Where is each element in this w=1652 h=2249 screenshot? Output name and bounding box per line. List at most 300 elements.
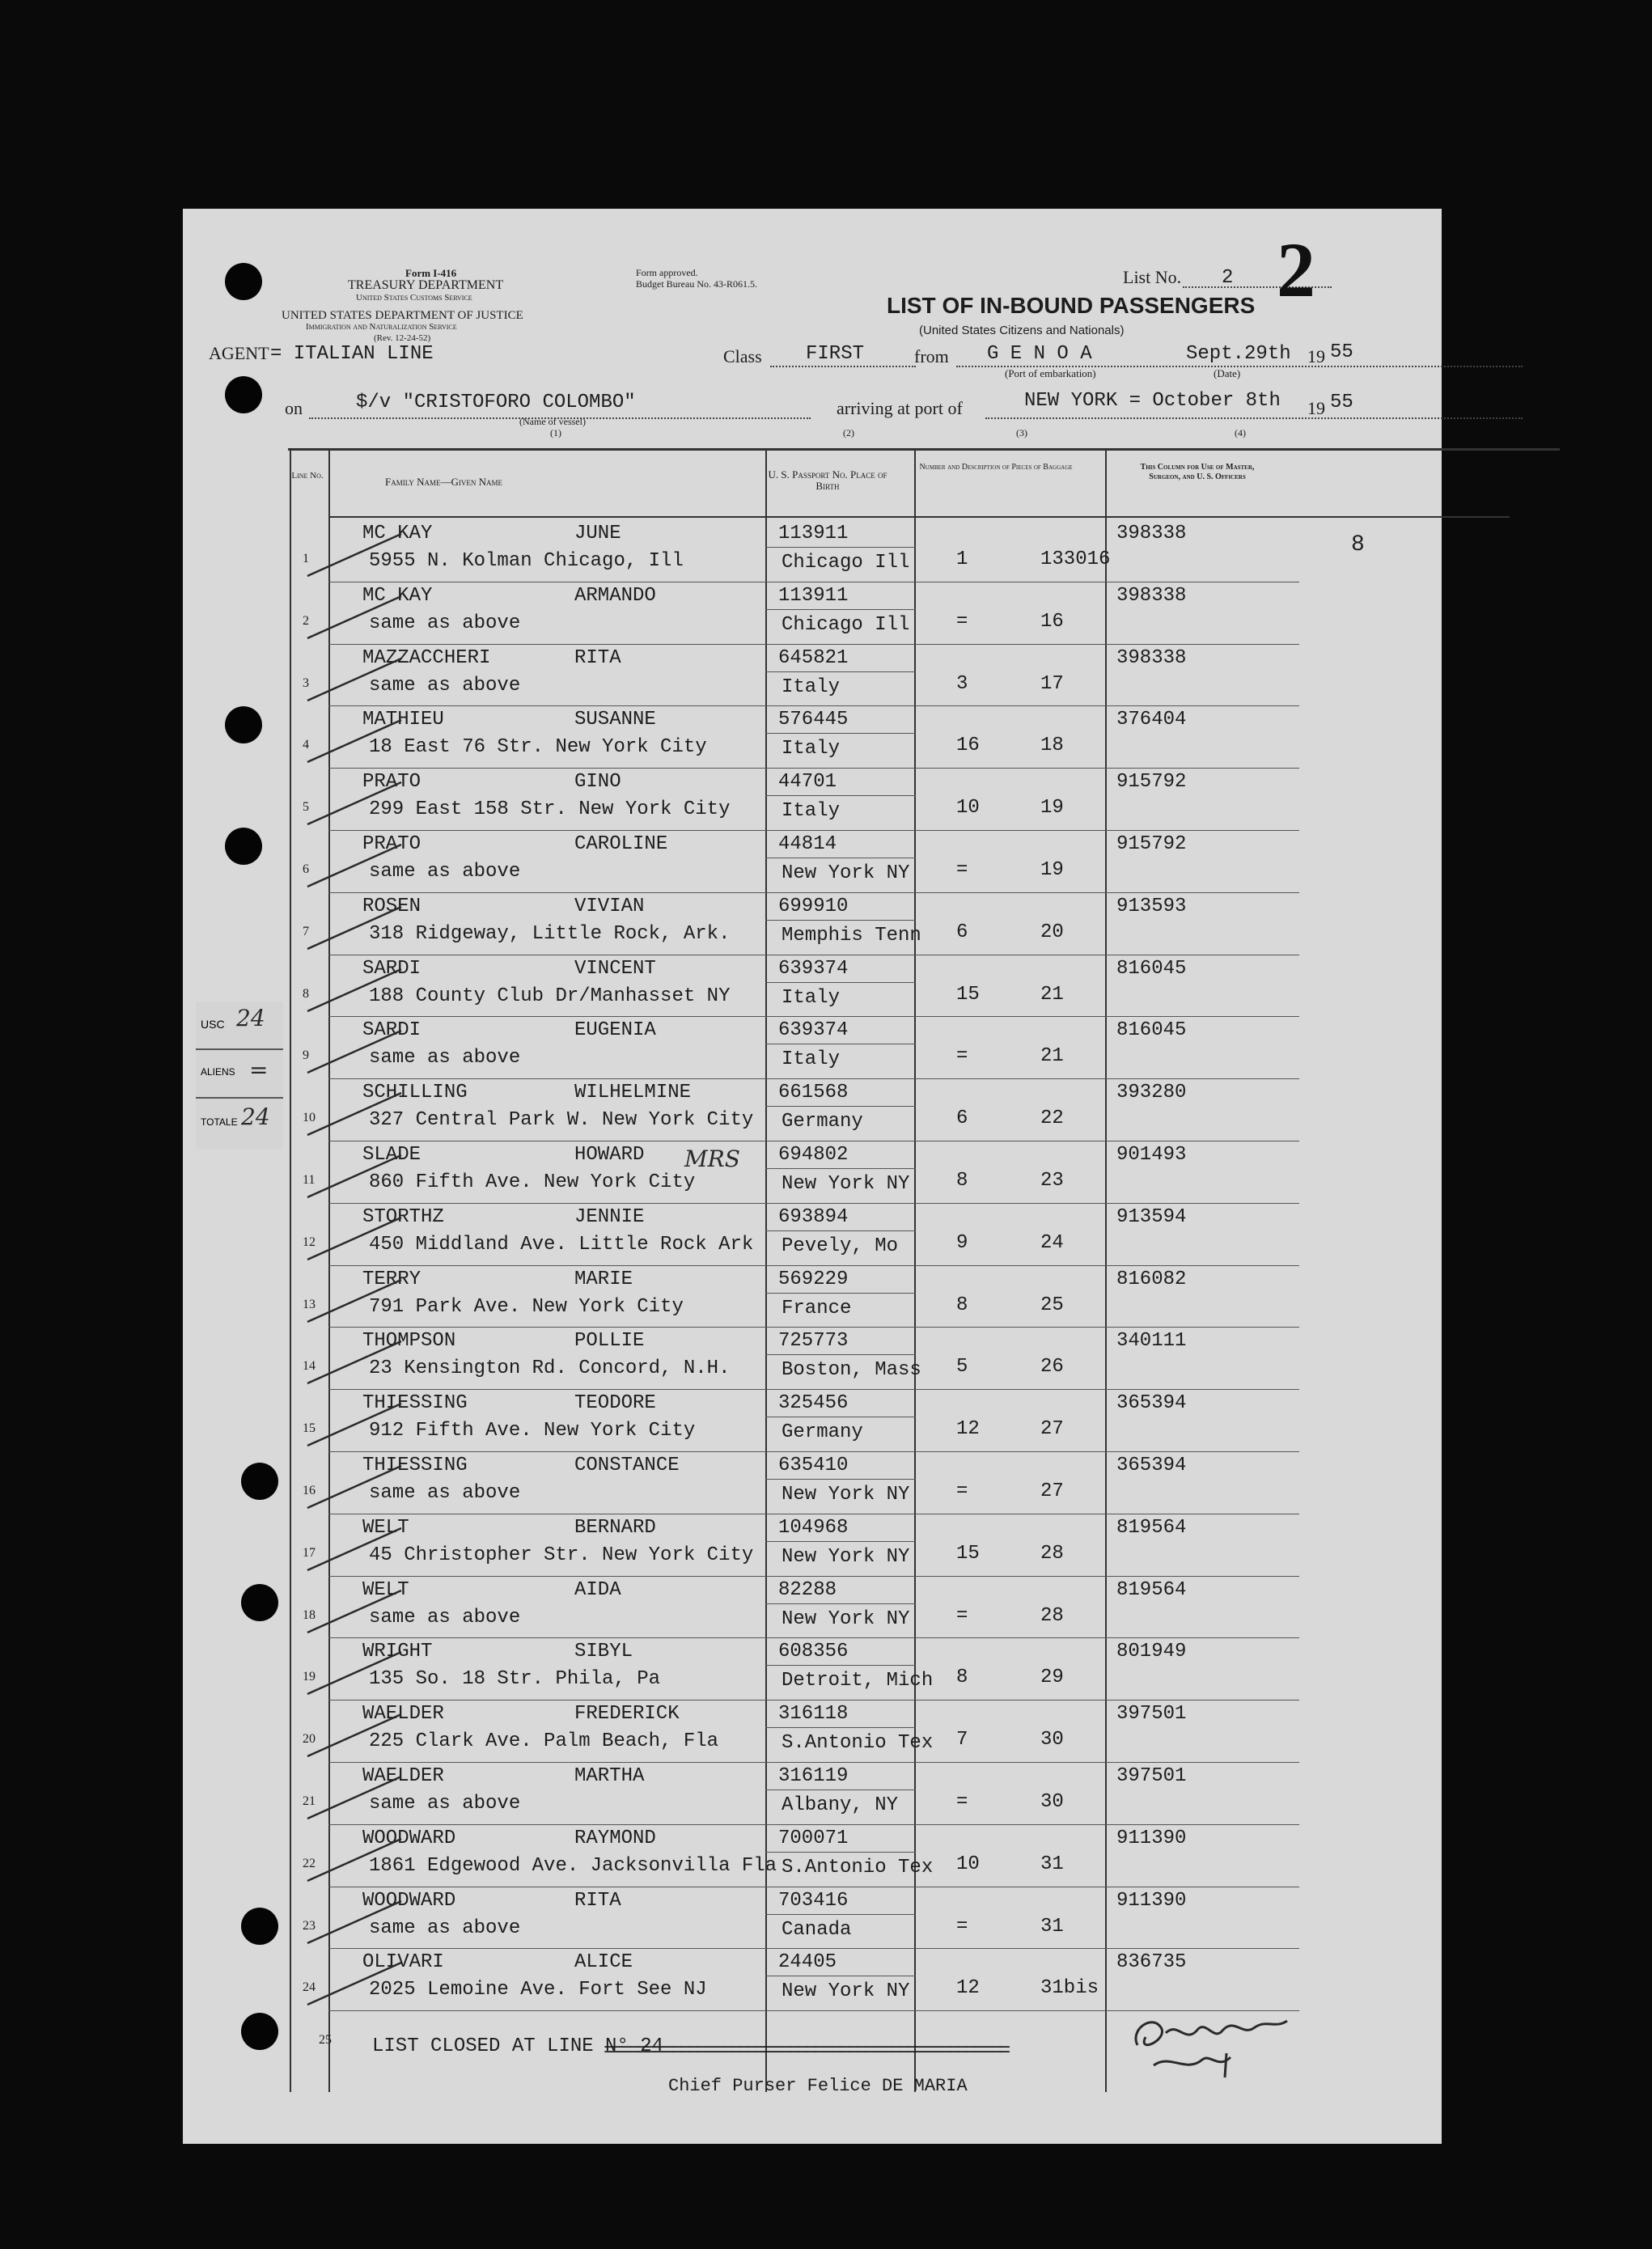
check-mark (304, 1587, 417, 1636)
family-name: THOMPSON (362, 1330, 456, 1353)
passport-number: 316118 (778, 1703, 849, 1726)
officer-number: 365394 (1116, 1392, 1187, 1415)
given-name: JENNIE (574, 1205, 645, 1228)
address: 912 Fifth Ave. New York City (369, 1420, 696, 1442)
place-of-birth: Albany, NY (782, 1794, 899, 1816)
usc-value: 24 (236, 1005, 265, 1031)
check-mark (304, 1773, 417, 1822)
vessel-name: $/v "CRISTOFORO COLOMBO" (356, 392, 636, 413)
date-caption: (Date) (1214, 367, 1241, 379)
check-mark (304, 531, 417, 579)
given-name: RITA (574, 646, 621, 669)
agent-value: = ITALIAN LINE (270, 343, 434, 365)
customs-service: United States Customs Service (356, 293, 472, 303)
row-divider (328, 1389, 1299, 1390)
row-divider (328, 1451, 1299, 1452)
punch-hole (225, 263, 262, 300)
check-mark (304, 1649, 417, 1697)
col-num-2: (2) (843, 427, 854, 438)
form-number: Form I-416 (405, 267, 457, 279)
manifest-sheet: Form I-416 TREASURY DEPARTMENT United States Customs Service UNITED STATES DEPARTMENT OF JUSTICE Immigration and Naturalization Service (Rev. 12-24-52) Form approved. Budget Bureau No. 43-R061.5. List No. 2 2 LIST OF IN-BOUND PASSENGERS (United States Citizens and Nationals) AGENT = ITALIAN LINE Class FIRST from G E N O A Sept.29th 19 55 (Port of embarkation) (Date) on $/v "CRISTOFORO COLOMBO" (Name of vessel) (1) arriving at port of NEW YORK = October 8th 19 55 (2) (3) (4) Line No. Family Name—Given Name U. S. Passport No. Place of Birth Number and Description of Pieces of Baggage This Column for Use of Master, Surgeon, and U. S. Officers 8 1 MC KAY JUNE 5955 N. Kolman Chicago, Ill 113911 Chicago Ill 1 133016 398338 2 MC KAY ARMANDO same as above 113911 Chicago Ill = 16 398338 3 MAZZACCHERI RITA same as above 645821 Italy 3 17 398338 4 MATHIEU SUSANNE 18 East 76 Str. New York City 576445 Italy 16 18 376404 5 PRATO GINO 299 East 158 Str. New York City 44701 Italy 10 19 915792 6 PRATO CAROLINE same as above 44814 New York NY = 19 915792 7 ROSEN VIVIAN 318 Ridgeway, Little Rock, Ark. 699910 Memphis Tenn 6 20 913593 8 SARDI VINCENT 188 County Club Dr/Manhasset NY 639374 Italy 15 21 816045 9 SARDI EUGENIA same as above 639374 Italy = 21 816045 10 SCHILLING WILHELMINE 327 Central Park W. New York City 661568 Germany 6 22 393280 11 SLADE HOWARD 860 Fifth Ave. New York City 694802 New York NY 8 23 901493 12 STORTHZ JENNIE 450 Middland Ave. Little Rock Ark 693894 Pevely, Mo 9 24 913594 13 TERRY MARIE 791 Park Ave. New York City 569229 France 8 25 816082 14 THOMPSON POLLIE 23 Kensington Rd. Concord, N.H. 725773 Boston, Mass 5 26 340111 15 THIESSING TEODORE 912 Fifth Ave. New York City 325456 Germany 12 27 365394 16 THIESSING CONSTANCE same as above 635410 New York NY = 27 365394 17 WELT BERNARD 45 Christopher Str. New York City 104968 New York NY 15 28 819564 18 WELT AIDA same as above 82288 New York NY = 28 819564 19 WRIGHT SIBYL 135 So. 18 Str. Phila, Pa 608356 Detroit, Mich 8 29 801949 20 WAELDER FREDERICK 225 Clark Ave. Palm Beach, Fla 316118 S.Antonio Tex 7 30 397501 21 WAELDER MARTHA same as above 316119 Albany, NY = 30 397501 22 WOODWARD RAYMOND 1861 Edgewood Ave. Jacksonvilla Fla 700071 S.Antonio Tex 10 31 911390 23 WOODWARD RITA same as above 703416 Canada = 31 911390 24 OLIVARI ALICE 2025 Lemoine Ave. Fort See NJ 24405 New York NY 12 31bis 836735 25 LIST CLOSED AT LINE N° 24 ================================================ Chief Purser Felice DE MARIA MRS (183, 209, 1442, 2144)
line-number: 9 (303, 1048, 309, 1063)
baggage-pieces: 3 (956, 672, 968, 695)
baggage-number: 31 (1040, 1915, 1064, 1938)
aliens-label: ALIENS (201, 1066, 235, 1078)
agent-label: AGENT (209, 343, 269, 363)
line-number: 17 (303, 1545, 316, 1560)
baggage-pieces: 16 (956, 735, 980, 757)
baggage-number: 21 (1040, 1045, 1064, 1068)
family-name: WELT (362, 1516, 409, 1539)
place-of-birth: New York NY (782, 1173, 910, 1195)
officer-number: 915792 (1116, 833, 1187, 855)
col-header-name: Family Name—Given Name (385, 476, 502, 488)
col-header-passport: U. S. Passport No. Place of Birth (768, 468, 887, 492)
passport-number: 569229 (778, 1268, 849, 1290)
baggage-number: 16 (1040, 610, 1064, 633)
check-mark (304, 1027, 417, 1076)
check-mark (304, 1525, 417, 1573)
place-of-birth: Italy (782, 738, 841, 760)
line-number: 24 (303, 1980, 316, 1995)
officer-number: 397501 (1116, 1703, 1187, 1726)
row-divider (328, 644, 1299, 645)
officer-number: 911390 (1116, 1827, 1187, 1849)
baggage-pieces: 8 (956, 1667, 968, 1689)
departure-date: Sept.29th (1186, 343, 1291, 365)
address: 327 Central Park W. New York City (369, 1109, 754, 1132)
given-name: GINO (574, 771, 621, 794)
col-num-3: (3) (1016, 427, 1027, 438)
line-number: 22 (303, 1856, 316, 1870)
baggage-number: 23 (1040, 1170, 1064, 1192)
list-no-value: 2 (1222, 267, 1234, 289)
officer-number: 365394 (1116, 1455, 1187, 1476)
given-name: MARIE (574, 1268, 633, 1290)
given-name: CAROLINE (574, 833, 668, 855)
check-mark (304, 1090, 417, 1138)
passport-number: 82288 (778, 1578, 837, 1601)
check-mark (304, 1711, 417, 1760)
usc-label: USC (201, 1018, 225, 1031)
family-name: PRATO (362, 771, 421, 794)
baggage-pieces: 8 (956, 1170, 968, 1192)
line-number: 11 (303, 1173, 316, 1187)
passport-number: 44814 (778, 833, 837, 855)
passport-divider (765, 1914, 916, 1915)
col-header-officers: This Column for Use of Master, Surgeon, and U. S. Officers (1140, 463, 1255, 481)
address: same as above (369, 1047, 521, 1069)
officer-number: 393280 (1116, 1082, 1187, 1104)
line-number: 13 (303, 1297, 316, 1311)
given-name: SIBYL (574, 1641, 633, 1663)
baggage-number: 22 (1040, 1108, 1064, 1130)
row-divider (328, 1203, 1299, 1204)
signature-scribble (1121, 1997, 1299, 2086)
treasury-department: TREASURY DEPARTMENT (348, 278, 504, 292)
given-name: FREDERICK (574, 1703, 680, 1726)
corner-mark: 8 (1351, 532, 1365, 557)
baggage-pieces: 7 (956, 1729, 968, 1751)
address: same as above (369, 1793, 521, 1815)
passport-number: 645821 (778, 646, 849, 669)
baggage-pieces: 10 (956, 1853, 980, 1875)
check-mark (304, 655, 417, 704)
address: 791 Park Ave. New York City (369, 1295, 684, 1318)
baggage-number: 21 (1040, 983, 1064, 1006)
row-divider (328, 830, 1299, 831)
address: same as above (369, 1917, 521, 1939)
address: same as above (369, 861, 521, 883)
address: 225 Clark Ave. Palm Beach, Fla (369, 1730, 719, 1753)
list-no-label: List No. (1123, 267, 1182, 287)
punch-hole (241, 1908, 278, 1945)
passport-number: 694802 (778, 1144, 849, 1166)
given-name: WILHELMINE (574, 1082, 692, 1104)
place-of-birth: Italy (782, 986, 841, 1009)
place-of-birth: Chicago Ill (782, 552, 910, 574)
baggage-number: 17 (1040, 672, 1064, 695)
line-number: 1 (303, 552, 309, 565)
line-number: 12 (303, 1235, 316, 1249)
port-caption: (Port of embarkation) (1005, 367, 1096, 379)
given-name: ALICE (574, 1951, 633, 1974)
given-name: VINCENT (574, 957, 656, 980)
given-name: SUSANNE (574, 709, 656, 731)
passport-divider (765, 795, 916, 796)
passport-number: 725773 (778, 1330, 849, 1353)
family-name: MAZZACCHERI (362, 646, 491, 669)
passport-number: 113911 (778, 523, 849, 544)
passport-number: 316119 (778, 1765, 849, 1787)
line-number: 19 (303, 1670, 316, 1684)
form-approved: Form approved. (636, 267, 698, 278)
punch-hole (241, 1463, 278, 1500)
place-of-birth: Chicago Ill (782, 613, 910, 636)
address: 1861 Edgewood Ave. Jacksonvilla Fla (369, 1854, 777, 1877)
check-mark (304, 1959, 417, 2008)
baggage-pieces: 6 (956, 921, 968, 943)
baggage-pieces: 9 (956, 1231, 968, 1254)
baggage-pieces: = (956, 610, 968, 633)
check-mark (304, 1400, 417, 1449)
family-name: WOODWARD (362, 1889, 456, 1912)
arrival-year-prefix: 19 (1307, 398, 1325, 418)
given-name: HOWARD (574, 1144, 645, 1166)
immigration-service: Immigration and Naturalization Service (306, 322, 457, 332)
baggage-number: 19 (1040, 859, 1064, 881)
row-divider (328, 705, 1299, 706)
from-port-value: G E N O A (987, 343, 1092, 365)
family-name: MC KAY (362, 523, 433, 544)
col-num-4: (4) (1235, 427, 1246, 438)
class-label: Class (723, 346, 762, 366)
passport-divider (765, 982, 916, 983)
given-name: TEODORE (574, 1392, 656, 1415)
vessel-caption: (Name of vessel) (519, 416, 586, 427)
line-number: 5 (303, 800, 309, 815)
family-name: SARDI (362, 1019, 421, 1042)
baggage-number: 27 (1040, 1480, 1064, 1502)
on-label: on (285, 398, 303, 418)
given-name: RAYMOND (574, 1827, 656, 1849)
officer-number: 911390 (1116, 1889, 1187, 1912)
family-name: WRIGHT (362, 1641, 433, 1663)
family-name: PRATO (362, 833, 421, 855)
class-value: FIRST (806, 343, 865, 365)
justice-department: UNITED STATES DEPARTMENT OF JUSTICE (282, 309, 523, 322)
row-divider (328, 1327, 1299, 1328)
line-number: 8 (303, 986, 309, 1001)
line-number: 2 (303, 613, 309, 628)
total-label: TOTALE (201, 1116, 238, 1128)
line-number: 10 (303, 1111, 316, 1125)
passport-divider (765, 1727, 916, 1728)
address: 299 East 158 Str. New York City (369, 798, 731, 821)
line-number: 16 (303, 1484, 316, 1497)
row-divider (328, 1016, 1299, 1017)
row-divider (328, 1078, 1299, 1079)
passport-number: 703416 (778, 1889, 849, 1912)
passport-divider (765, 609, 916, 610)
place-of-birth: Detroit, Mich (782, 1670, 934, 1692)
family-name: WELT (362, 1578, 409, 1601)
passport-number: 639374 (778, 1019, 849, 1042)
row-divider (328, 1824, 1299, 1825)
list-no-large: 2 (1277, 227, 1315, 313)
punch-hole (225, 706, 262, 743)
address: 2025 Lemoine Ave. Fort See NJ (369, 1979, 707, 2001)
given-name: JUNE (574, 523, 621, 544)
passport-divider (765, 1541, 916, 1542)
check-mark (304, 966, 417, 1014)
punch-hole (241, 2013, 278, 2050)
baggage-pieces: 12 (956, 1977, 980, 2000)
address: same as above (369, 674, 521, 697)
place-of-birth: New York NY (782, 1980, 910, 2003)
family-name: THIESSING (362, 1392, 468, 1415)
passport-divider (765, 1852, 916, 1853)
baggage-pieces: 8 (956, 1294, 968, 1316)
baggage-number: 26 (1040, 1356, 1064, 1379)
address: same as above (369, 1606, 521, 1629)
baggage-number: 27 (1040, 1418, 1064, 1441)
passport-number: 24405 (778, 1951, 837, 1974)
place-of-birth: S.Antonio Tex (782, 1732, 934, 1755)
handwritten-mrs: MRS (684, 1146, 740, 1172)
family-name: OLIVARI (362, 1951, 444, 1974)
tally-box (196, 1002, 283, 1149)
vessel-col-num: (1) (550, 427, 561, 438)
baggage-number: 28 (1040, 1542, 1064, 1565)
line-number: 14 (303, 1359, 316, 1374)
check-mark (304, 717, 417, 765)
officer-number: 819564 (1116, 1578, 1187, 1601)
baggage-pieces: 5 (956, 1356, 968, 1379)
family-name: WAELDER (362, 1703, 444, 1726)
officer-number: 816045 (1116, 957, 1187, 980)
passport-number: 661568 (778, 1082, 849, 1104)
baggage-pieces: = (956, 1791, 968, 1813)
passport-number: 699910 (778, 895, 849, 917)
passport-number: 576445 (778, 709, 849, 731)
check-mark (304, 1277, 417, 1325)
baggage-pieces: 15 (956, 1542, 980, 1565)
baggage-number: 31bis (1040, 1977, 1099, 2000)
punch-hole (225, 376, 262, 413)
line-number: 21 (303, 1794, 316, 1808)
baggage-pieces: = (956, 1915, 968, 1938)
place-of-birth: Italy (782, 800, 841, 823)
check-mark (304, 1214, 417, 1263)
given-name: RITA (574, 1889, 621, 1912)
address: 5955 N. Kolman Chicago, Ill (369, 550, 684, 572)
place-of-birth: Boston, Mass (782, 1359, 921, 1382)
baggage-number: 20 (1040, 921, 1064, 943)
line-number: 3 (303, 676, 309, 690)
passport-number: 700071 (778, 1827, 849, 1849)
row-divider (328, 1637, 1299, 1638)
baggage-pieces: = (956, 1480, 968, 1502)
check-mark (304, 904, 417, 952)
address: 135 So. 18 Str. Phila, Pa (369, 1668, 661, 1691)
family-name: MC KAY (362, 584, 433, 607)
budget-bureau: Budget Bureau No. 43-R061.5. (636, 278, 757, 290)
family-name: ROSEN (362, 895, 421, 917)
officer-number: 913594 (1116, 1205, 1187, 1228)
passport-divider (765, 1603, 916, 1604)
punch-hole (225, 828, 262, 865)
check-mark (304, 1152, 417, 1201)
officer-number: 901493 (1116, 1144, 1187, 1166)
family-name: STORTHZ (362, 1205, 444, 1228)
check-mark (304, 779, 417, 828)
row-divider (328, 1700, 1299, 1701)
place-of-birth: France (782, 1297, 852, 1319)
given-name: EUGENIA (574, 1019, 656, 1042)
row-divider (328, 768, 1299, 769)
given-name: CONSTANCE (574, 1455, 680, 1476)
officer-number: 913593 (1116, 895, 1187, 917)
row-divider (328, 1265, 1299, 1266)
passport-divider (765, 1230, 916, 1231)
row-divider (328, 892, 1299, 893)
place-of-birth: Memphis Tenn (782, 924, 921, 947)
officer-number: 801949 (1116, 1641, 1187, 1663)
line-number: 6 (303, 862, 309, 876)
check-mark (304, 1463, 417, 1511)
place-of-birth: New York NY (782, 862, 910, 884)
baggage-number: 31 (1040, 1853, 1064, 1875)
check-mark (304, 1836, 417, 1884)
total-value: 24 (241, 1103, 270, 1130)
officer-number: 398338 (1116, 646, 1187, 669)
given-name: MARTHA (574, 1765, 645, 1787)
given-name: VIVIAN (574, 895, 645, 917)
given-name: ARMANDO (574, 584, 656, 607)
check-mark (304, 841, 417, 890)
address: 18 East 76 Str. New York City (369, 736, 707, 759)
family-name: SLADE (362, 1144, 421, 1166)
passport-number: 44701 (778, 771, 837, 794)
form-revision: (Rev. 12-24-52) (374, 333, 431, 343)
baggage-pieces: 12 (956, 1418, 980, 1441)
baggage-pieces: 6 (956, 1108, 968, 1130)
address: same as above (369, 1482, 521, 1504)
date-year: 55 (1330, 341, 1353, 363)
baggage-number: 28 (1040, 1604, 1064, 1627)
place-of-birth: S.Antonio Tex (782, 1856, 934, 1878)
passport-number: 635410 (778, 1455, 849, 1476)
officer-number: 397501 (1116, 1765, 1187, 1787)
place-of-birth: Italy (782, 1048, 841, 1071)
place-of-birth: Pevely, Mo (782, 1235, 899, 1257)
passport-divider (765, 733, 916, 734)
family-name: TERRY (362, 1268, 421, 1290)
address: 23 Kensington Rd. Concord, N.H. (369, 1357, 731, 1380)
officer-number: 340111 (1116, 1330, 1187, 1353)
passport-divider (765, 1479, 916, 1480)
place-of-birth: Germany (782, 1111, 863, 1133)
line-number: 4 (303, 738, 309, 752)
passport-divider (765, 671, 916, 672)
family-name: THIESSING (362, 1455, 468, 1476)
passport-divider (765, 1354, 916, 1355)
from-label: from (914, 346, 949, 366)
address: 318 Ridgeway, Little Rock, Ark. (369, 922, 731, 945)
baggage-number: 25 (1040, 1294, 1064, 1316)
arrival-port-date: NEW YORK = October 8th (1024, 390, 1281, 412)
baggage-pieces: = (956, 1045, 968, 1068)
place-of-birth: Italy (782, 676, 841, 698)
passport-divider (765, 1665, 916, 1666)
address: same as above (369, 612, 521, 634)
family-name: SCHILLING (362, 1082, 468, 1104)
line-number: 15 (303, 1421, 316, 1436)
given-name: AIDA (574, 1578, 621, 1601)
officer-number: 398338 (1116, 523, 1187, 544)
place-of-birth: New York NY (782, 1607, 910, 1630)
baggage-number: 30 (1040, 1791, 1064, 1813)
passport-divider (765, 920, 916, 921)
baggage-pieces: = (956, 1604, 968, 1627)
family-name: WOODWARD (362, 1827, 456, 1849)
line-number: 18 (303, 1607, 316, 1622)
passport-number: 693894 (778, 1205, 849, 1228)
address: 450 Middland Ave. Little Rock Ark (369, 1233, 754, 1256)
line-number: 20 (303, 1732, 316, 1747)
family-name: MATHIEU (362, 709, 444, 731)
place-of-birth: New York NY (782, 1484, 910, 1506)
line-number: 25 (319, 2033, 332, 2048)
address: 188 County Club Dr/Manhasset NY (369, 985, 731, 1007)
punch-hole (241, 1584, 278, 1621)
officer-number: 915792 (1116, 771, 1187, 794)
row-divider (328, 1576, 1299, 1577)
list-closed: LIST CLOSED AT LINE N° 24 (372, 2035, 664, 2057)
date-year-prefix: 19 (1307, 346, 1325, 366)
baggage-pieces: 15 (956, 983, 980, 1006)
given-name: BERNARD (574, 1516, 656, 1539)
page-title: LIST OF IN-BOUND PASSENGERS (887, 293, 1256, 318)
row-divider (328, 1948, 1299, 1949)
col-header-line: Line No. (291, 471, 324, 481)
passport-divider (765, 1106, 916, 1107)
place-of-birth: Germany (782, 1421, 863, 1444)
given-name: POLLIE (574, 1330, 645, 1353)
passport-divider (765, 547, 916, 548)
passport-divider (765, 1168, 916, 1169)
